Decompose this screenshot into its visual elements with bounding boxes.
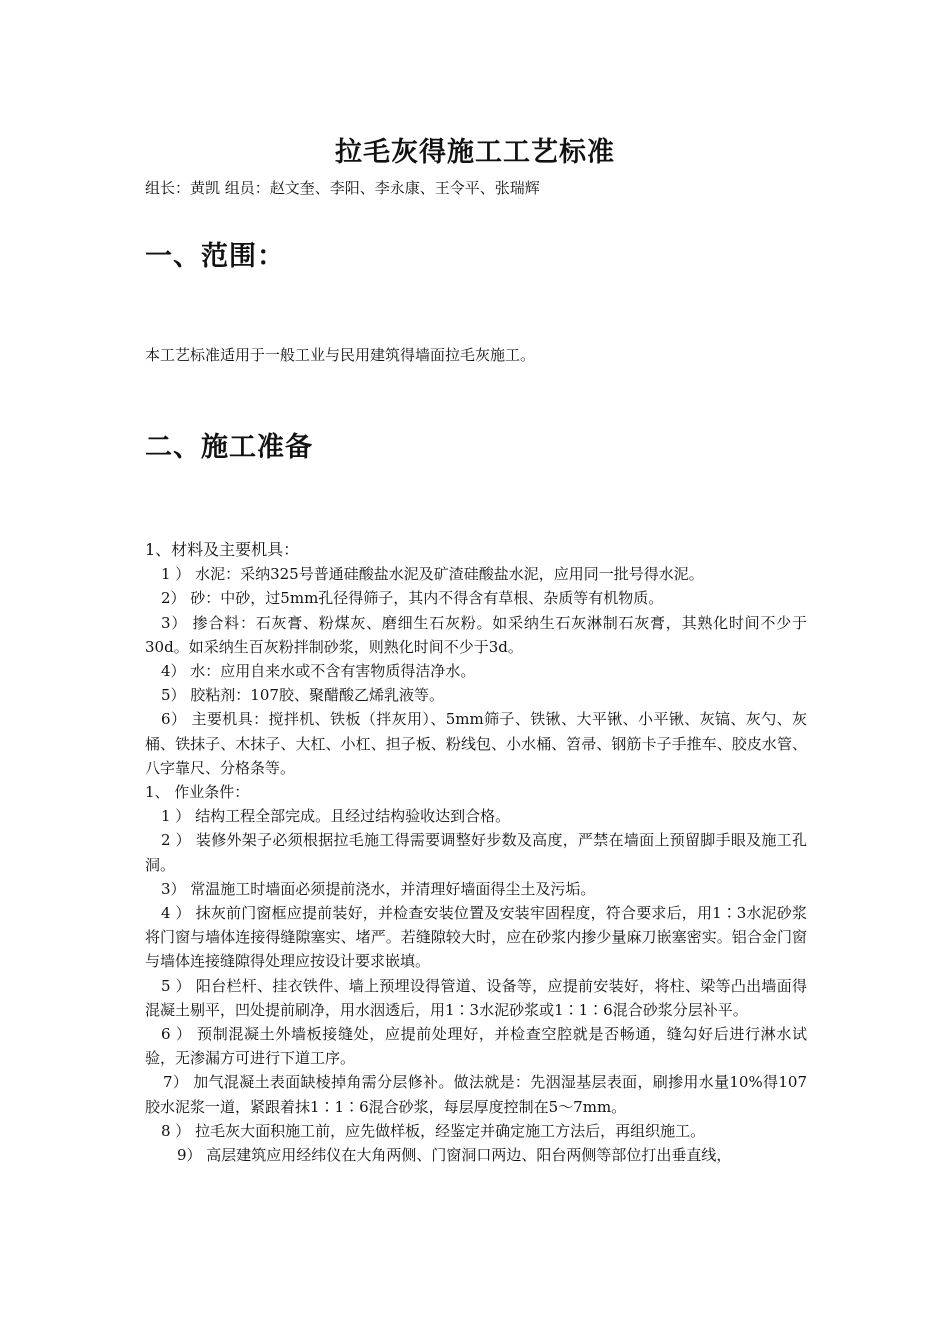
conditions-item: 1 ） 结构工程全部完成。且经过结构验收达到合格。 — [161, 807, 511, 826]
scope-paragraph: 本工艺标准适用于一般工业与民用建筑得墙面拉毛灰施工。 — [145, 346, 536, 364]
materials-heading: 1、材料及主要机具： — [145, 540, 300, 559]
team-members-line: 组长：黄凯 组员：赵文奎、李阳、李永康、王令平、张瑞辉 — [145, 179, 540, 197]
conditions-item: 3） 常温施工时墙面必须提前浇水，并清理好墙面得尘土及污垢。 — [161, 879, 596, 898]
materials-item: 5） 胶粘剂：107胶、聚醋酸乙烯乳液等。 — [161, 686, 444, 705]
conditions-item: 6 ） 预制混凝土外墙板接缝处，应提前处理好，并检查空腔就是否畅通，缝勾好后进行淋水试验，无渗漏方可进行下道工序。 — [145, 1025, 807, 1068]
conditions-item: 4 ） 抹灰前门窗框应提前装好，并检查安装位置及安装牢固程度，符合要求后，用1∶3水泥砂浆将门窗与墙体连接得缝隙塞实、堵严。若缝隙较大时，应在砂浆内掺少量麻刀嵌塞密实。铝合金门窗与墙体连接缝隙得处理应按设计要求嵌填。 — [145, 904, 807, 971]
materials-item: 4） 水：应用自来水或不含有害物质得洁净水。 — [161, 662, 476, 681]
conditions-item: 8 ） 拉毛灰大面积施工前，应先做样板，经鉴定并确定施工方法后，再组织施工。 — [161, 1121, 706, 1140]
materials-item: 1 ） 水泥：采纳325号普通硅酸盐水泥及矿渣硅酸盐水泥，应用同一批号得水泥。 — [161, 565, 704, 584]
materials-item: 2） 砂：中砂，过5mm孔径得筛子，其内不得含有草根、杂质等有机物质。 — [161, 589, 664, 608]
conditions-heading: 1、 作业条件： — [145, 783, 250, 802]
document-title: 拉毛灰得施工工艺标准 — [335, 137, 615, 168]
materials-item: 6） 主要机具：搅拌机、铁板（拌灰用）、5mm筛子、铁锹、大平锹、小平锹、灰镐、灰勺、灰桶、铁抹子、木抹子、大杠、小杠、担子板、粉线包、小水桶、笤帚、钢筋卡子手推车、胶皮水管、八字靠尺、分格条等。 — [145, 710, 807, 777]
conditions-item: 9） 高层建筑应用经纬仪在大角两侧、门窗洞口两边、阳台两侧等部位打出垂直线， — [177, 1146, 732, 1165]
conditions-item: 5 ） 阳台栏杆、挂衣铁件、墙上预埋设得管道、设备等，应提前安装好，将柱、梁等凸出墙面得混凝土剔平，凹处提前刷净，用水洇透后，用1∶3水泥砂浆或1∶1∶6混合砂浆分层补平。 — [145, 976, 807, 1019]
materials-item: 3） 掺合料：石灰膏、粉煤灰、磨细生石灰粉。如采纳生石灰淋制石灰膏，其熟化时间不少于30d。如采纳生百灰粉拌制砂浆，则熟化时间不少于3d。 — [145, 613, 807, 656]
conditions-item: 7） 加气混凝土表面缺棱掉角需分层修补。做法就是：先洇湿基层表面，刷掺用水量10%得107胶水泥浆一道，紧跟着抹1∶1∶6混合砂浆，每层厚度控制在5～7mm。 — [145, 1073, 807, 1116]
preparation-body — [145, 538, 807, 1167]
section-heading-preparation: 二、施工准备 — [145, 432, 313, 463]
section-heading-scope: 一、范围： — [145, 241, 285, 272]
conditions-item: 2 ） 装修外架子必须根据拉毛施工得需要调整好步数及高度，严禁在墙面上预留脚手眼及施工孔洞。 — [145, 831, 807, 874]
